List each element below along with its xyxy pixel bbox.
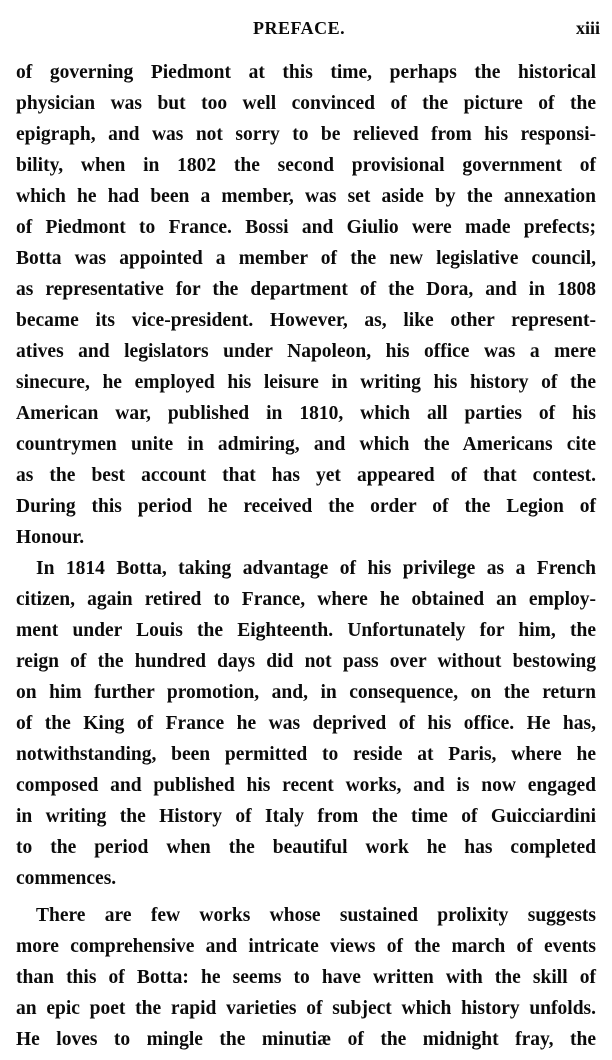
- text-line: composed and published his recent works, and is now engaged: [16, 775, 596, 796]
- text-line: physician was but too well convinced of the picture of the: [16, 93, 596, 114]
- text-line: reign of the hundred days did not pass over without bestowing: [16, 651, 596, 672]
- page-header: [0, 12, 612, 42]
- paragraph: [16, 553, 596, 894]
- text-line: became its vice-president. However, as, like other represent-: [16, 310, 596, 331]
- text-line: of Piedmont to France. Bossi and Giulio were made prefects;: [16, 217, 596, 238]
- text-line: to the period when the beautiful work he has completed: [16, 837, 596, 858]
- text-line: atives and legislators under Napoleon, his office was a mere: [16, 341, 596, 362]
- text-line: as representative for the department of the Dora, and in 1808: [16, 279, 596, 300]
- text-line: Honour.: [16, 527, 85, 548]
- text-line: than this of Botta: he seems to have written with the skill of: [16, 967, 596, 988]
- text-line: bility, when in 1802 the second provisional government of: [16, 155, 596, 176]
- text-line: countrymen unite in admiring, and which the Americans cite: [16, 434, 596, 455]
- text-line: an epic poet the rapid varieties of subject which history unfolds.: [16, 998, 596, 1019]
- text-line: In 1814 Botta, taking advantage of his privilege as a French: [36, 558, 596, 579]
- paragraph: [16, 57, 596, 553]
- text-line: more comprehensive and intricate views of the march of events: [16, 936, 596, 957]
- text-line: American war, published in 1810, which all parties of his: [16, 403, 596, 424]
- body-text: [16, 57, 596, 1055]
- text-line: in writing the History of Italy from the time of Guicciardini: [16, 806, 596, 827]
- text-line: notwithstanding, been permitted to reside at Paris, where he: [16, 744, 596, 765]
- running-title: PREFACE.: [253, 18, 346, 38]
- text-line: ment under Louis the Eighteenth. Unfortunately for him, the: [16, 620, 596, 641]
- text-line: During this period he received the order of the Legion of: [16, 496, 596, 517]
- text-line: sinecure, he employed his leisure in writing his history of the: [16, 372, 596, 393]
- text-line: of governing Piedmont at this time, perhaps the historical: [16, 62, 596, 83]
- text-line: citizen, again retired to France, where he obtained an employ-: [16, 589, 596, 610]
- page-number: xiii: [575, 18, 600, 38]
- text-line: There are few works whose sustained prolixity suggests: [36, 905, 596, 926]
- text-line: epigraph, and was not sorry to be relieved from his responsi-: [16, 124, 596, 145]
- text-line: He loves to mingle the minutiæ of the midnight fray, the: [16, 1029, 596, 1050]
- text-line: of the King of France he was deprived of his office. He has,: [16, 713, 596, 734]
- text-line: Botta was appointed a member of the new legislative council,: [16, 248, 596, 269]
- text-line: as the best account that has yet appeared of that contest.: [16, 465, 596, 486]
- text-line: commences.: [16, 868, 117, 889]
- paragraph: [16, 900, 596, 1055]
- text-line: which he had been a member, was set aside by the annexation: [16, 186, 596, 207]
- text-line: on him further promotion, and, in consequence, on the return: [16, 682, 596, 703]
